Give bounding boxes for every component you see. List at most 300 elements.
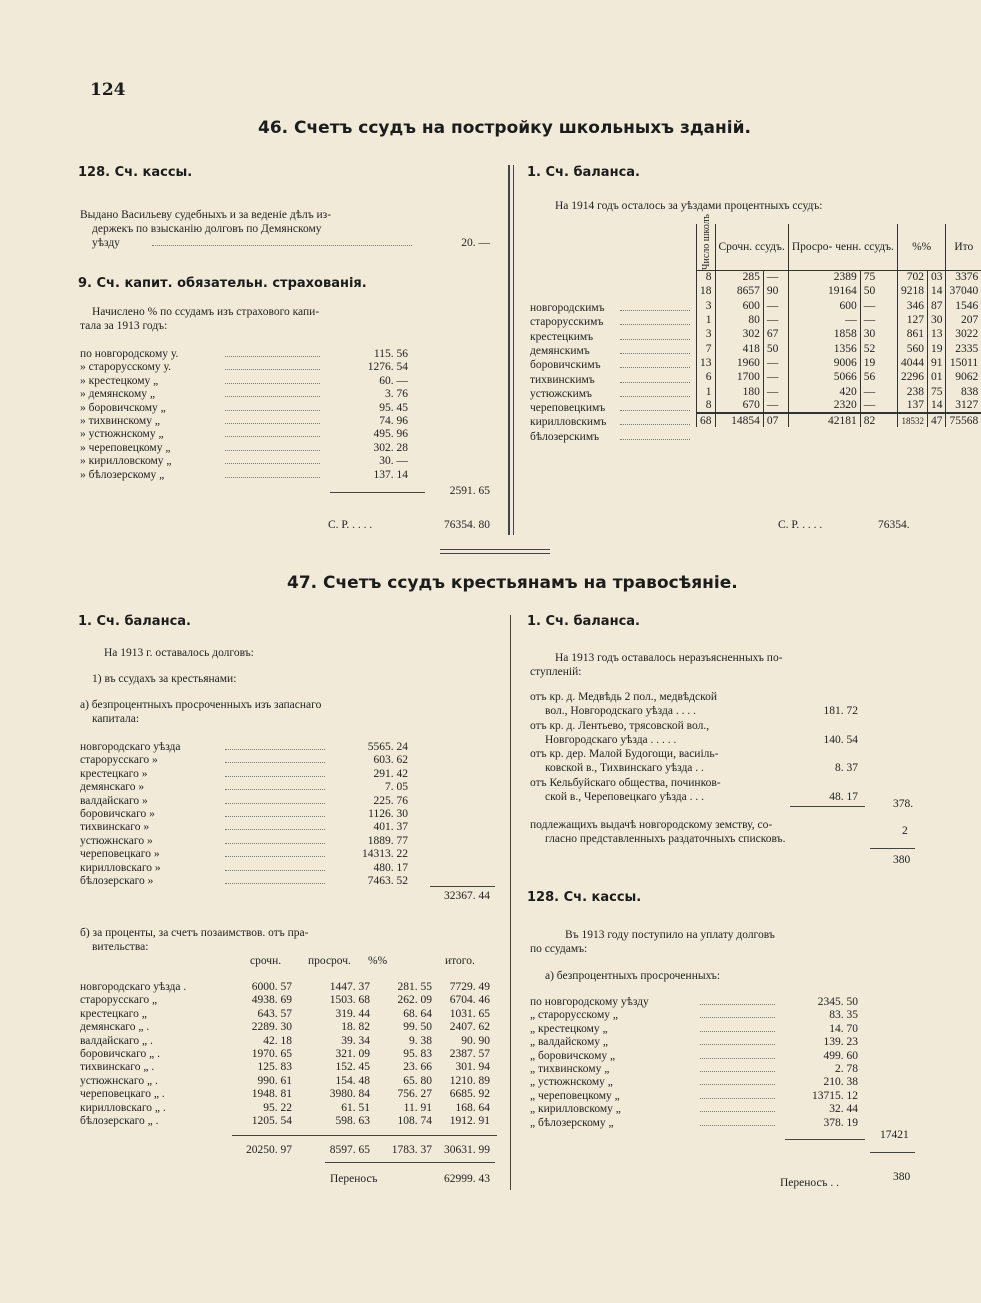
text-line: Въ 1913 году поступило на уплату долговъ: [565, 929, 775, 941]
leader-dots: [225, 463, 320, 464]
table-cell: 1960: [715, 356, 763, 370]
table-cell: 2389: [788, 270, 860, 284]
table-cell: —: [763, 299, 788, 313]
column-divider: [513, 165, 514, 535]
table-cell: 560: [897, 341, 927, 355]
row-label: валдайскаго „ .: [80, 1034, 153, 1047]
row-amount: 13715. 12: [812, 1089, 858, 1102]
cell-amount: 99. 50: [403, 1021, 432, 1034]
row-label: » тихвинскому „: [80, 415, 160, 427]
section-47-title: 47. Счетъ ссудъ крестьянамъ на травосѣяніе.: [287, 573, 738, 593]
leader-dots: [620, 310, 690, 311]
cell-amount: 18. 82: [341, 1021, 370, 1034]
leader-dots: [620, 353, 690, 354]
carry-label: Переносъ: [330, 1173, 378, 1185]
leader-dots: [225, 423, 320, 424]
subsection-heading: 128. Сч. кассы.: [78, 165, 193, 180]
row-label: по новгородскому уѣзду: [530, 996, 649, 1008]
cell-amount: 168. 64: [455, 1101, 490, 1114]
table-cell: 3: [697, 299, 716, 313]
table-cell: 14: [927, 284, 946, 298]
total-cell: 18532: [897, 413, 927, 427]
row-label: „ валдайскому „: [530, 1036, 608, 1049]
sum-rule: [232, 1135, 497, 1136]
leader-dots: [700, 1071, 775, 1072]
row-label: боровичскаго »: [80, 808, 155, 820]
row-label: демянскаго »: [80, 781, 145, 794]
row-amount: 60. —: [379, 374, 408, 387]
table-cell: 207: [946, 313, 981, 327]
balance-table: [696, 214, 981, 427]
row-amount: 1126. 30: [368, 808, 408, 820]
district-name: кирилловскимъ: [530, 416, 607, 429]
total-cell: 47: [927, 413, 946, 427]
table-cell: 346: [897, 299, 927, 313]
row-label: новгородскаго уѣзда: [80, 741, 181, 753]
table-cell: 8: [697, 270, 716, 284]
column-header: %%: [897, 224, 946, 270]
table-cell: 13: [697, 356, 716, 370]
row-label: устюжнскаго „ .: [80, 1074, 158, 1087]
table-cell: 1858: [788, 327, 860, 341]
cell-amount: 68. 64: [403, 1007, 432, 1020]
leader-dots: [620, 396, 690, 397]
district-name: боровичскимъ: [530, 359, 601, 372]
column-header: %%: [368, 955, 388, 967]
cell-amount: 990. 61: [257, 1074, 292, 1087]
row-amount: 2345. 50: [817, 996, 858, 1008]
table-cell: —: [860, 313, 897, 327]
table-cell: 600: [715, 299, 763, 313]
table-cell: 861: [897, 327, 927, 341]
text-line: Начислено % по ссудамъ изъ страхового капи-: [92, 306, 320, 318]
row-label: новгородскаго уѣзда .: [80, 981, 187, 993]
leader-dots: [225, 396, 320, 397]
leader-dots: [620, 324, 690, 325]
text-line: На 1913 годъ оставалось неразъясненныхъ по-: [555, 652, 783, 664]
cell-amount: 6704. 46: [449, 994, 490, 1007]
row-amount: 95. 45: [379, 401, 408, 414]
subsection-heading: 1. Сч. баланса.: [527, 614, 640, 629]
leader-dots: [225, 436, 320, 437]
total-cell: 82: [860, 413, 897, 427]
leader-dots: [700, 1031, 775, 1032]
district-name: бѣлозерскимъ: [530, 430, 600, 443]
text-line: по ссудамъ:: [530, 943, 588, 955]
cell-amount: 39. 34: [341, 1034, 370, 1047]
table-cell: —: [763, 370, 788, 384]
table-cell: 127: [897, 313, 927, 327]
total-cell: 75568: [946, 413, 981, 427]
table-cell: 5066: [788, 370, 860, 384]
item-line: ковской в., Тихвинскаго уѣзда . .: [545, 762, 704, 775]
cell-amount: 756. 27: [397, 1088, 432, 1101]
cell-amount: 1912. 91: [449, 1115, 490, 1127]
table-cell: 9062: [946, 370, 981, 384]
row-amount: 210. 38: [823, 1076, 858, 1089]
cr-label: С. Р. . . . .: [328, 519, 373, 531]
row-label: валдайскаго »: [80, 794, 148, 807]
cell-amount: 321. 09: [335, 1048, 370, 1060]
table-cell: 19: [860, 356, 897, 370]
table-cell: 3376: [946, 270, 981, 284]
row-label: старорусскаго »: [80, 754, 158, 767]
leader-dots: [700, 1058, 775, 1059]
leader-dots: [225, 776, 325, 777]
table-cell: 3127: [946, 399, 981, 413]
table-cell: 1700: [715, 370, 763, 384]
row-amount: 115. 56: [373, 348, 408, 360]
table-cell: 420: [788, 384, 860, 398]
district-name: демянскимъ: [530, 344, 590, 357]
sum-rule: [325, 1162, 495, 1163]
cell-amount: 2289. 30: [251, 1021, 292, 1034]
cell-amount: 1970. 65: [251, 1048, 292, 1060]
total-amount: 2591. 65: [449, 485, 490, 497]
row-label: „ устюжнскому „: [530, 1076, 613, 1089]
row-amount: 225. 76: [373, 794, 408, 807]
table-cell: 50: [860, 284, 897, 298]
column-header: Срочн. ссудъ.: [715, 224, 788, 270]
leader-dots: [225, 369, 320, 370]
total-cell: 42181: [788, 413, 860, 427]
table-cell: 19164: [788, 284, 860, 298]
leader-dots: [225, 762, 325, 763]
district-name: крестецкимъ: [530, 330, 594, 343]
leader-dots: [620, 382, 690, 383]
text-line: гласно представленныхъ раздаточныхъ списковъ.: [545, 833, 786, 845]
subsection-heading: 9. Сч. капит. обязательн. страхованія.: [78, 276, 367, 291]
column-header: итого.: [445, 955, 475, 967]
table-cell: 670: [715, 399, 763, 413]
row-amount: 3. 76: [385, 388, 408, 401]
cell-amount: 9. 38: [409, 1034, 432, 1047]
table-row: [697, 399, 981, 413]
row-label: боровичскаго „ .: [80, 1048, 161, 1060]
text-line: а) безпроцентныхъ просроченныхъ изъ запаснаго: [80, 699, 322, 711]
edge-amount: 380: [893, 1171, 911, 1183]
cell-amount: 4938. 69: [251, 994, 292, 1007]
row-label: » демянскому „: [80, 388, 155, 401]
table-cell: 8: [697, 399, 716, 413]
text-line: б) за проценты, за счетъ позаимствов. отъ пра-: [80, 927, 309, 939]
leader-dots: [225, 477, 320, 478]
text-line: подлежащихъ выдачѣ новгородскому земству, со-: [530, 819, 773, 831]
subsection-heading: 1. Сч. баланса.: [78, 614, 191, 629]
cell-amount: 95. 22: [263, 1101, 292, 1114]
subsection-heading: 1. Сч. баланса.: [527, 165, 640, 180]
row-label: » устюжнскому „: [80, 428, 164, 441]
leader-dots: [620, 439, 690, 440]
cr-amount: 76354. 80: [444, 519, 490, 531]
leader-dots: [225, 803, 325, 804]
column-header: Просро- ченн. ссудъ.: [788, 224, 897, 270]
table-row: [697, 313, 981, 327]
item-line: отъ кр. д. Медвѣдь 2 пол., медвѣдской: [530, 691, 718, 703]
leader-dots: [225, 856, 325, 857]
table-cell: —: [763, 399, 788, 413]
table-cell: —: [763, 356, 788, 370]
row-label: крестецкаго »: [80, 767, 148, 780]
table-cell: 9006: [788, 356, 860, 370]
district-name: старорусскимъ: [530, 316, 604, 329]
row-label: крестецкаго „: [80, 1007, 147, 1020]
row-amount: 14313. 22: [362, 848, 408, 861]
section-46-title: 46. Счетъ ссудъ на постройку школьныхъ зданій.: [258, 118, 751, 138]
text-label: уѣзду: [92, 237, 120, 249]
district-name: устюжскимъ: [530, 387, 592, 400]
carry-amount: 62999. 43: [444, 1173, 490, 1185]
leader-dots: [700, 1098, 775, 1099]
row-label: » кирилловскому „: [80, 455, 172, 468]
cell-amount: 6685. 92: [449, 1088, 490, 1101]
table-cell: 52: [860, 341, 897, 355]
cell-amount: 301. 94: [455, 1061, 490, 1074]
row-amount: 7. 05: [385, 781, 408, 794]
cell-amount: 125. 83: [257, 1061, 292, 1074]
total-amount: 32367. 44: [444, 890, 490, 902]
table-row: [697, 284, 981, 298]
table-cell: 838: [946, 384, 981, 398]
sum-rule: [870, 1152, 915, 1153]
row-label: „ тихвинскому „: [530, 1063, 610, 1075]
row-amount: 480. 17: [373, 861, 408, 874]
cell-amount: 1447. 37: [329, 981, 370, 993]
leader-dots: [225, 843, 325, 844]
table-cell: 9218: [897, 284, 927, 298]
row-label: бѣлозерскаго »: [80, 875, 154, 887]
cell-amount: 23. 66: [403, 1061, 432, 1074]
cell-amount: 90. 90: [461, 1034, 490, 1047]
table-cell: 137: [897, 399, 927, 413]
table-cell: —: [860, 384, 897, 398]
leader-dots: [700, 1004, 775, 1005]
district-name: череповецкимъ: [530, 402, 606, 415]
leader-dots: [700, 1017, 775, 1018]
cell-amount: 281. 55: [397, 981, 432, 993]
cell-amount: 108. 74: [397, 1115, 432, 1127]
row-label: череповецкаго »: [80, 848, 160, 861]
table-cell: 03: [927, 270, 946, 284]
total-cell: 68: [697, 413, 716, 427]
row-label: » старорусскому у.: [80, 361, 171, 374]
row-label: » боровичскому „: [80, 401, 166, 414]
row-amount: 499. 60: [823, 1049, 858, 1062]
row-label: „ крестецкому „: [530, 1022, 608, 1035]
total-cell: 14854: [715, 413, 763, 427]
table-cell: —: [860, 399, 897, 413]
table-cell: 285: [715, 270, 763, 284]
table-cell: 90: [763, 284, 788, 298]
leader-dots: [700, 1111, 775, 1112]
table-row: [697, 384, 981, 398]
cell-amount: 7729. 49: [449, 981, 490, 993]
leader-dots: [620, 410, 690, 411]
table-row: [697, 356, 981, 370]
table-cell: 2335: [946, 341, 981, 355]
row-amount: 5565. 24: [367, 741, 408, 753]
column-header: просроч.: [308, 955, 351, 967]
column-divider: [510, 615, 511, 1190]
leader-dots: [225, 829, 325, 830]
cell-amount: 1031. 65: [449, 1007, 490, 1020]
item-line: вол., Новгородскаго уѣзда . . . .: [545, 705, 696, 717]
leader-dots: [152, 245, 412, 246]
cell-amount: 598. 63: [335, 1115, 370, 1127]
table-cell: 15011: [946, 356, 981, 370]
column-header: Ито: [946, 224, 981, 270]
item-amount: 8. 37: [835, 762, 858, 775]
row-amount: 302. 28: [373, 441, 408, 454]
sum-rule: [430, 886, 495, 887]
row-label: „ боровичскому „: [530, 1049, 616, 1062]
row-label: демянскаго „ .: [80, 1021, 150, 1034]
row-label: устюжнскаго »: [80, 834, 153, 847]
table-cell: 01: [927, 370, 946, 384]
leader-dots: [620, 339, 690, 340]
row-amount: 378. 19: [823, 1116, 858, 1129]
total-amount: 30631. 99: [444, 1144, 490, 1156]
item-line: отъ Кельбуйскаго общества, починков-: [530, 776, 721, 789]
table-cell: 50: [763, 341, 788, 355]
district-name: тихвинскимъ: [530, 373, 595, 386]
cell-amount: 1948. 81: [251, 1088, 292, 1101]
section-rule: [440, 549, 550, 550]
table-cell: 3022: [946, 327, 981, 341]
table-cell: 75: [927, 384, 946, 398]
table-cell: 87: [927, 299, 946, 313]
leader-dots: [700, 1044, 775, 1045]
row-label: „ череповецкому „: [530, 1089, 620, 1102]
total-amount: 8597. 65: [329, 1144, 370, 1156]
leader-dots: [620, 424, 690, 425]
row-amount: 74. 96: [379, 415, 408, 427]
total-amount: 1783. 37: [391, 1144, 432, 1156]
table-cell: 418: [715, 341, 763, 355]
item-amount: 140. 54: [823, 733, 858, 746]
leader-dots: [225, 450, 320, 451]
table-cell: 19: [927, 341, 946, 355]
table-row: [697, 299, 981, 313]
row-label: тихвинскаго „ .: [80, 1061, 155, 1074]
row-amount: 83. 35: [829, 1009, 858, 1022]
table-cell: 80: [715, 313, 763, 327]
row-amount: 30. —: [379, 455, 408, 468]
row-amount: 1276. 54: [367, 361, 408, 374]
leader-dots: [225, 356, 320, 357]
row-amount: 139. 23: [823, 1036, 858, 1049]
table-cell: 180: [715, 384, 763, 398]
column-header: Число школъ: [697, 224, 716, 270]
row-label: „ кирилловскому „: [530, 1103, 621, 1116]
row-label: „ бѣлозерскому „: [530, 1116, 614, 1129]
row-label: череповецкаго „ .: [80, 1088, 165, 1101]
total-amount: 20250. 97: [246, 1144, 292, 1156]
row-label: старорусскаго „: [80, 994, 158, 1007]
text-line: тала за 1913 годъ:: [80, 320, 168, 332]
row-amount: 7463. 52: [367, 875, 408, 887]
row-label: по новгородскому у.: [80, 348, 179, 360]
item-line: Новгородскаго уѣзда . . . . .: [545, 733, 677, 746]
cell-amount: 2407. 62: [449, 1021, 490, 1034]
cell-amount: 11. 91: [403, 1101, 432, 1114]
cell-amount: 3980. 84: [329, 1088, 370, 1101]
item-amount: 181. 72: [823, 705, 858, 717]
cell-amount: 42. 18: [263, 1034, 292, 1047]
row-amount: 1889. 77: [367, 834, 408, 847]
row-label: » крестецкому „: [80, 374, 159, 387]
table-cell: 8657: [715, 284, 763, 298]
table-cell: 91: [927, 356, 946, 370]
table-cell: —: [788, 313, 860, 327]
table-cell: 238: [897, 384, 927, 398]
table-cell: 1: [697, 384, 716, 398]
table-cell: —: [763, 270, 788, 284]
table-cell: 2320: [788, 399, 860, 413]
text-line: [92, 236, 452, 250]
balance-table-container: [696, 214, 981, 427]
cell-amount: 262. 09: [397, 994, 432, 1007]
row-label: кирилловскаго „ .: [80, 1101, 166, 1114]
item-line: отъ кр. дер. Малой Будогощи, васиіль-: [530, 748, 719, 761]
table-cell: 3: [697, 327, 716, 341]
cr-label: С. Р. . . . .: [778, 519, 823, 531]
sum-rule: [785, 1139, 865, 1140]
cell-amount: 1503. 68: [329, 994, 370, 1007]
cell-amount: 1210. 89: [449, 1074, 490, 1087]
table-cell: 4044: [897, 356, 927, 370]
cell-amount: 2387. 57: [449, 1048, 490, 1060]
row-amount: 137. 14: [373, 468, 408, 481]
cell-amount: 152. 45: [335, 1061, 370, 1074]
table-cell: 302: [715, 327, 763, 341]
text-line: капитала:: [92, 713, 140, 725]
table-cell: 18: [697, 284, 716, 298]
row-label: » череповецкому „: [80, 441, 171, 454]
table-cell: 14: [927, 399, 946, 413]
table-row: [697, 341, 981, 355]
table-cell: 7: [697, 341, 716, 355]
row-amount: 495. 96: [373, 428, 408, 441]
row-amount: 291. 42: [373, 767, 408, 780]
table-row: [697, 270, 981, 284]
cell-amount: 154. 48: [335, 1074, 370, 1087]
section-rule: [440, 553, 550, 554]
item-line: ской в., Череповецкаго уѣзда . . .: [545, 790, 705, 803]
text-line: 1) въ ссудахъ за крестьянами:: [92, 673, 237, 685]
total-cell: 07: [763, 413, 788, 427]
cell-amount: 65. 80: [403, 1074, 432, 1087]
column-divider: [508, 165, 510, 535]
text-line: ступленій:: [530, 666, 582, 678]
page-number: 124: [90, 80, 126, 100]
leader-dots: [700, 1125, 775, 1126]
table-cell: —: [763, 313, 788, 327]
row-label: » бѣлозерскому „: [80, 468, 165, 481]
leader-dots: [620, 367, 690, 368]
edge-amount: 378.: [893, 798, 914, 810]
table-cell: 30: [860, 327, 897, 341]
leader-dots: [225, 883, 325, 884]
edge-amount: 380: [893, 854, 911, 866]
table-cell: —: [763, 384, 788, 398]
table-row: [697, 370, 981, 384]
district-name: новгородскимъ: [530, 302, 605, 314]
edge-amount: 2: [902, 825, 908, 837]
amount: 20. —: [461, 237, 490, 249]
text-line: На 1913 г. оставалось долговъ:: [104, 647, 254, 659]
text-line: На 1914 годъ осталось за уѣздами процентныхъ ссудъ:: [555, 200, 823, 212]
